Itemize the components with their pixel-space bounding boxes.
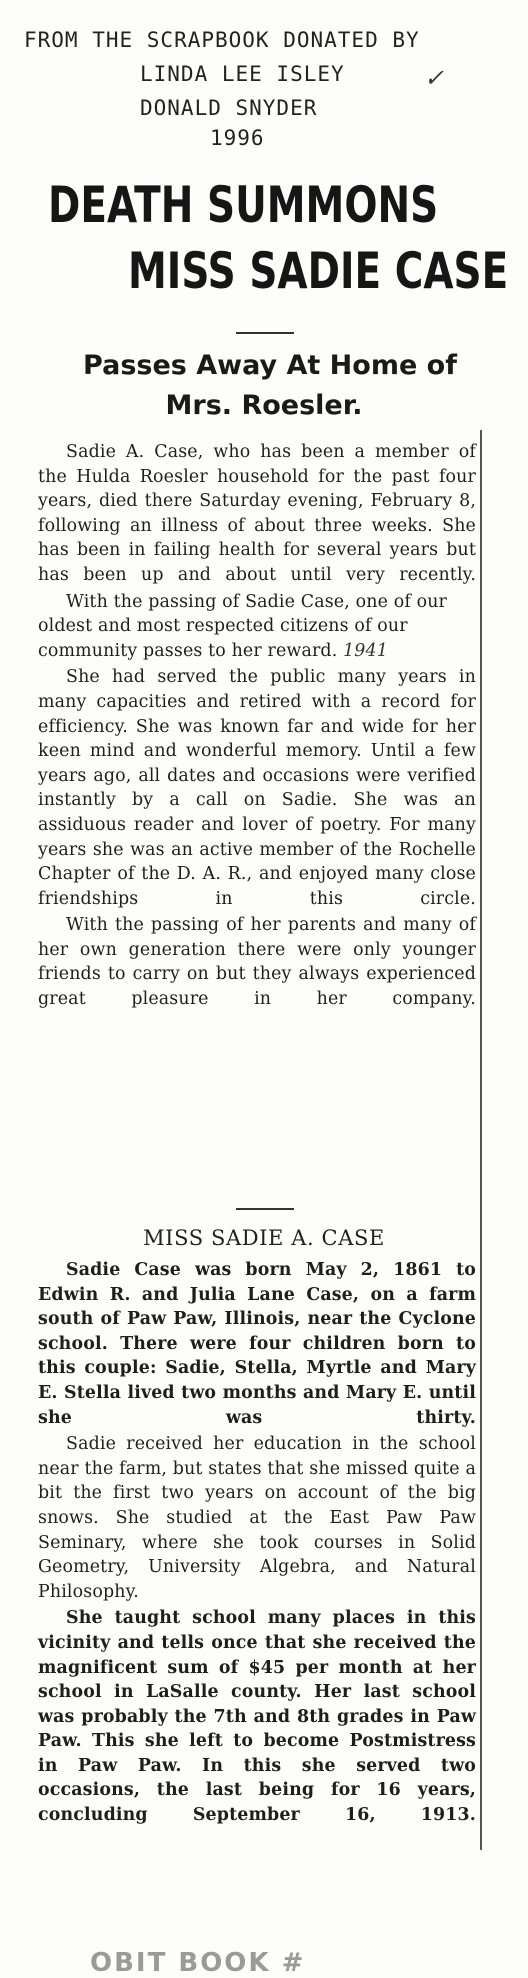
obituary-paragraph-2 [38, 590, 476, 664]
biography-paragraph-2: Sadie received her education in the school near the farm, but states that she missed quite a bit the first two years on account of the big snows. She studied at the East Paw Paw Seminary, where she took courses in Solid Geometry, University Algebra, and Natural Philosophy. [38, 1434, 476, 1602]
biography-paragraph-3: She taught school many places in this vicinity and tells once that she received the magnificent sum of $45 per month at her school in LaSalle county. Her last school was probably the 7th and 8th grades in Paw Paw. This she left to become Postmistress in Paw Paw. In this she served two occasions, the last being for 16 years, concluding September 16, 1913. [38, 1608, 476, 1826]
handwritten-year-note: 1941 [343, 640, 388, 661]
headline-line2: MISS SADIE CASE [128, 242, 509, 300]
headline-line1: DEATH SUMMONS [48, 176, 439, 234]
obituary-paragraph-3: She had served the public many years in many capacities and retired with a record for efficiency. She was known far and wide for her keen mind and wonderful memory. Until a few years ago, all dates and occasions were verified instantly by a call on Sadie. She was an assiduous reader and lover of poetry. For many years she was an active member of the Rochelle Chapter of the D. A. R., and enjoyed many close friendships in this circle. [38, 667, 476, 909]
obituary-paragraph-4: With the passing of her parents and many of her own generation there were only younger friends to carry on but they always experienced great pleasure in her company. [38, 915, 476, 1010]
donor-name-2: DONALD SNYDER [140, 96, 318, 120]
donation-year: 1996 [210, 126, 265, 150]
subheadline-line2: Mrs. Roesler. [165, 390, 363, 421]
subheadline-line1: Passes Away At Home of [83, 350, 457, 381]
faded-bottom-label: OBIT BOOK # [90, 1948, 306, 1978]
column-border [480, 430, 482, 1850]
biography-heading: MISS SADIE A. CASE [143, 1226, 385, 1250]
handwritten-check-mark: ✓ [424, 64, 445, 92]
biography-paragraph-1: Sadie Case was born May 2, 1861 to Edwin R. and Julia Lane Case, on a farm south of Paw Paw, Illinois, near the Cyclone school. There were four children born to this couple: Sadie, Stella, Myrtle and Mary E. Stella lived two months and Mary E. until she was thirty. [38, 1260, 476, 1428]
headline-divider [236, 332, 294, 334]
obituary-column [38, 440, 476, 1012]
obituary-paragraph-2-text: With the passing of Sadie Case, one of our oldest and most respected citizens of our community passes to her reward. [38, 591, 448, 661]
obituary-paragraph-1: Sadie A. Case, who has been a member of the Hulda Roesler household for the past four years, died there Saturday evening, February 8, following an illness of about three weeks. She has been in failing health for several years but has been up and about until very recently. [38, 442, 476, 585]
donor-name-1: LINDA LEE ISLEY [140, 62, 345, 86]
biography-column [38, 1258, 476, 1828]
section-divider [236, 1208, 294, 1210]
donation-header-line1: FROM THE SCRAPBOOK DONATED BY [24, 28, 420, 52]
